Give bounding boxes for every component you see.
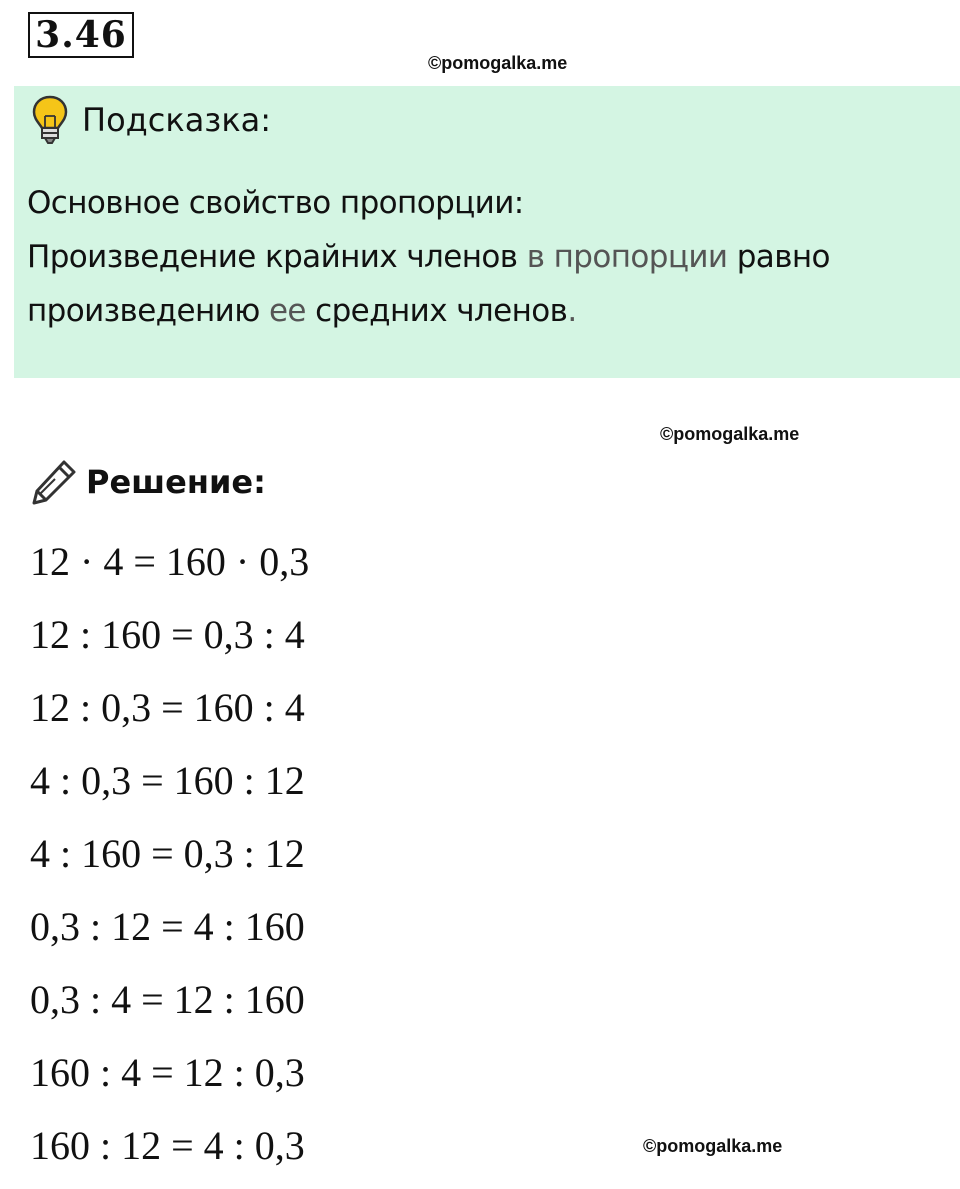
- hint-segment-2: в пропорции: [517, 239, 737, 275]
- equation-list: [30, 532, 309, 1189]
- solution-title: Решение:: [86, 463, 266, 501]
- hint-rule: [27, 230, 952, 338]
- lightbulb-icon: [30, 94, 70, 146]
- watermark: ©pomogalka.me: [643, 1136, 783, 1156]
- hint-line-1: Основное свойство пропорции:: [27, 185, 524, 221]
- watermark: ©pomogalka.me: [428, 53, 568, 73]
- hint-segment-1: Произведение крайних членов: [27, 239, 518, 275]
- equation: 12 : 160 = 0,3 : 4: [30, 612, 305, 657]
- hint-segment-4: ее: [259, 293, 316, 329]
- equation: 12 · 4 = 160 · 0,3: [30, 539, 310, 584]
- task-number: 3.46: [28, 12, 134, 58]
- hint-segment-6: .: [567, 293, 577, 329]
- hint-body: [27, 176, 952, 338]
- equation: 0,3 : 12 = 4 : 160: [30, 904, 305, 949]
- hint-header: [30, 94, 271, 146]
- pencil-icon: [30, 458, 78, 506]
- hint-segment-5: средних членов: [315, 293, 568, 329]
- equation: 160 : 12 = 4 : 0,3: [30, 1123, 305, 1168]
- equation: 12 : 0,3 = 160 : 4: [30, 685, 305, 730]
- equation: 160 : 4 = 12 : 0,3: [30, 1050, 305, 1095]
- hint-title: Подсказка:: [82, 101, 272, 139]
- equation: 4 : 0,3 = 160 : 12: [30, 758, 305, 803]
- solution-header: [30, 458, 266, 506]
- equation: 0,3 : 4 = 12 : 160: [30, 977, 305, 1022]
- equation: 4 : 160 = 0,3 : 12: [30, 831, 305, 876]
- hint-segment-3: равно произведению: [27, 239, 830, 329]
- watermark: ©pomogalka.me: [660, 424, 800, 444]
- hint-box: [14, 86, 960, 378]
